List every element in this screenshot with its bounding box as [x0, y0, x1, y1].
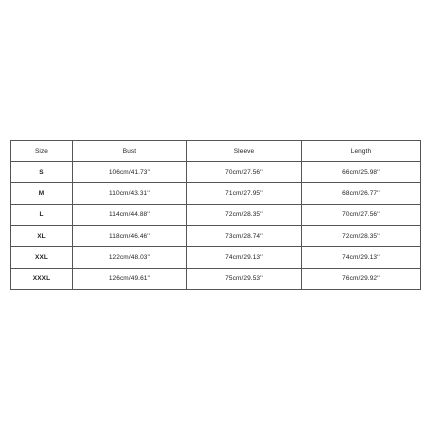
length-cell: 74cm/29.13''	[302, 247, 421, 268]
length-cell: 68cm/26.77''	[302, 183, 421, 204]
table-row	[11, 204, 421, 225]
size-cell: XXXL	[11, 268, 73, 289]
table-row	[11, 162, 421, 183]
size-cell: XXL	[11, 247, 73, 268]
length-cell: 76cm/29.92''	[302, 268, 421, 289]
sleeve-cell: 74cm/29.13''	[187, 247, 302, 268]
sleeve-cell: 70cm/27.56''	[187, 162, 302, 183]
table-row	[11, 225, 421, 246]
header-bust: Bust	[73, 141, 187, 162]
bust-cell: 106cm/41.73''	[73, 162, 187, 183]
table-row	[11, 247, 421, 268]
bust-cell: 126cm/49.61''	[73, 268, 187, 289]
bust-cell: 110cm/43.31''	[73, 183, 187, 204]
table-row	[11, 268, 421, 289]
size-cell: XL	[11, 225, 73, 246]
sleeve-cell: 73cm/28.74''	[187, 225, 302, 246]
table-row	[11, 183, 421, 204]
table-header-row	[11, 141, 421, 162]
length-cell: 72cm/28.35''	[302, 225, 421, 246]
header-length: Length	[302, 141, 421, 162]
size-cell: L	[11, 204, 73, 225]
sleeve-cell: 72cm/28.35''	[187, 204, 302, 225]
size-chart-table	[10, 140, 421, 290]
sleeve-cell: 75cm/29.53''	[187, 268, 302, 289]
header-size: Size	[11, 141, 73, 162]
bust-cell: 118cm/46.46''	[73, 225, 187, 246]
length-cell: 70cm/27.56''	[302, 204, 421, 225]
bust-cell: 114cm/44.88''	[73, 204, 187, 225]
size-cell: S	[11, 162, 73, 183]
bust-cell: 122cm/48.03''	[73, 247, 187, 268]
size-cell: M	[11, 183, 73, 204]
header-sleeve: Sleeve	[187, 141, 302, 162]
sleeve-cell: 71cm/27.95''	[187, 183, 302, 204]
length-cell: 66cm/25.98''	[302, 162, 421, 183]
